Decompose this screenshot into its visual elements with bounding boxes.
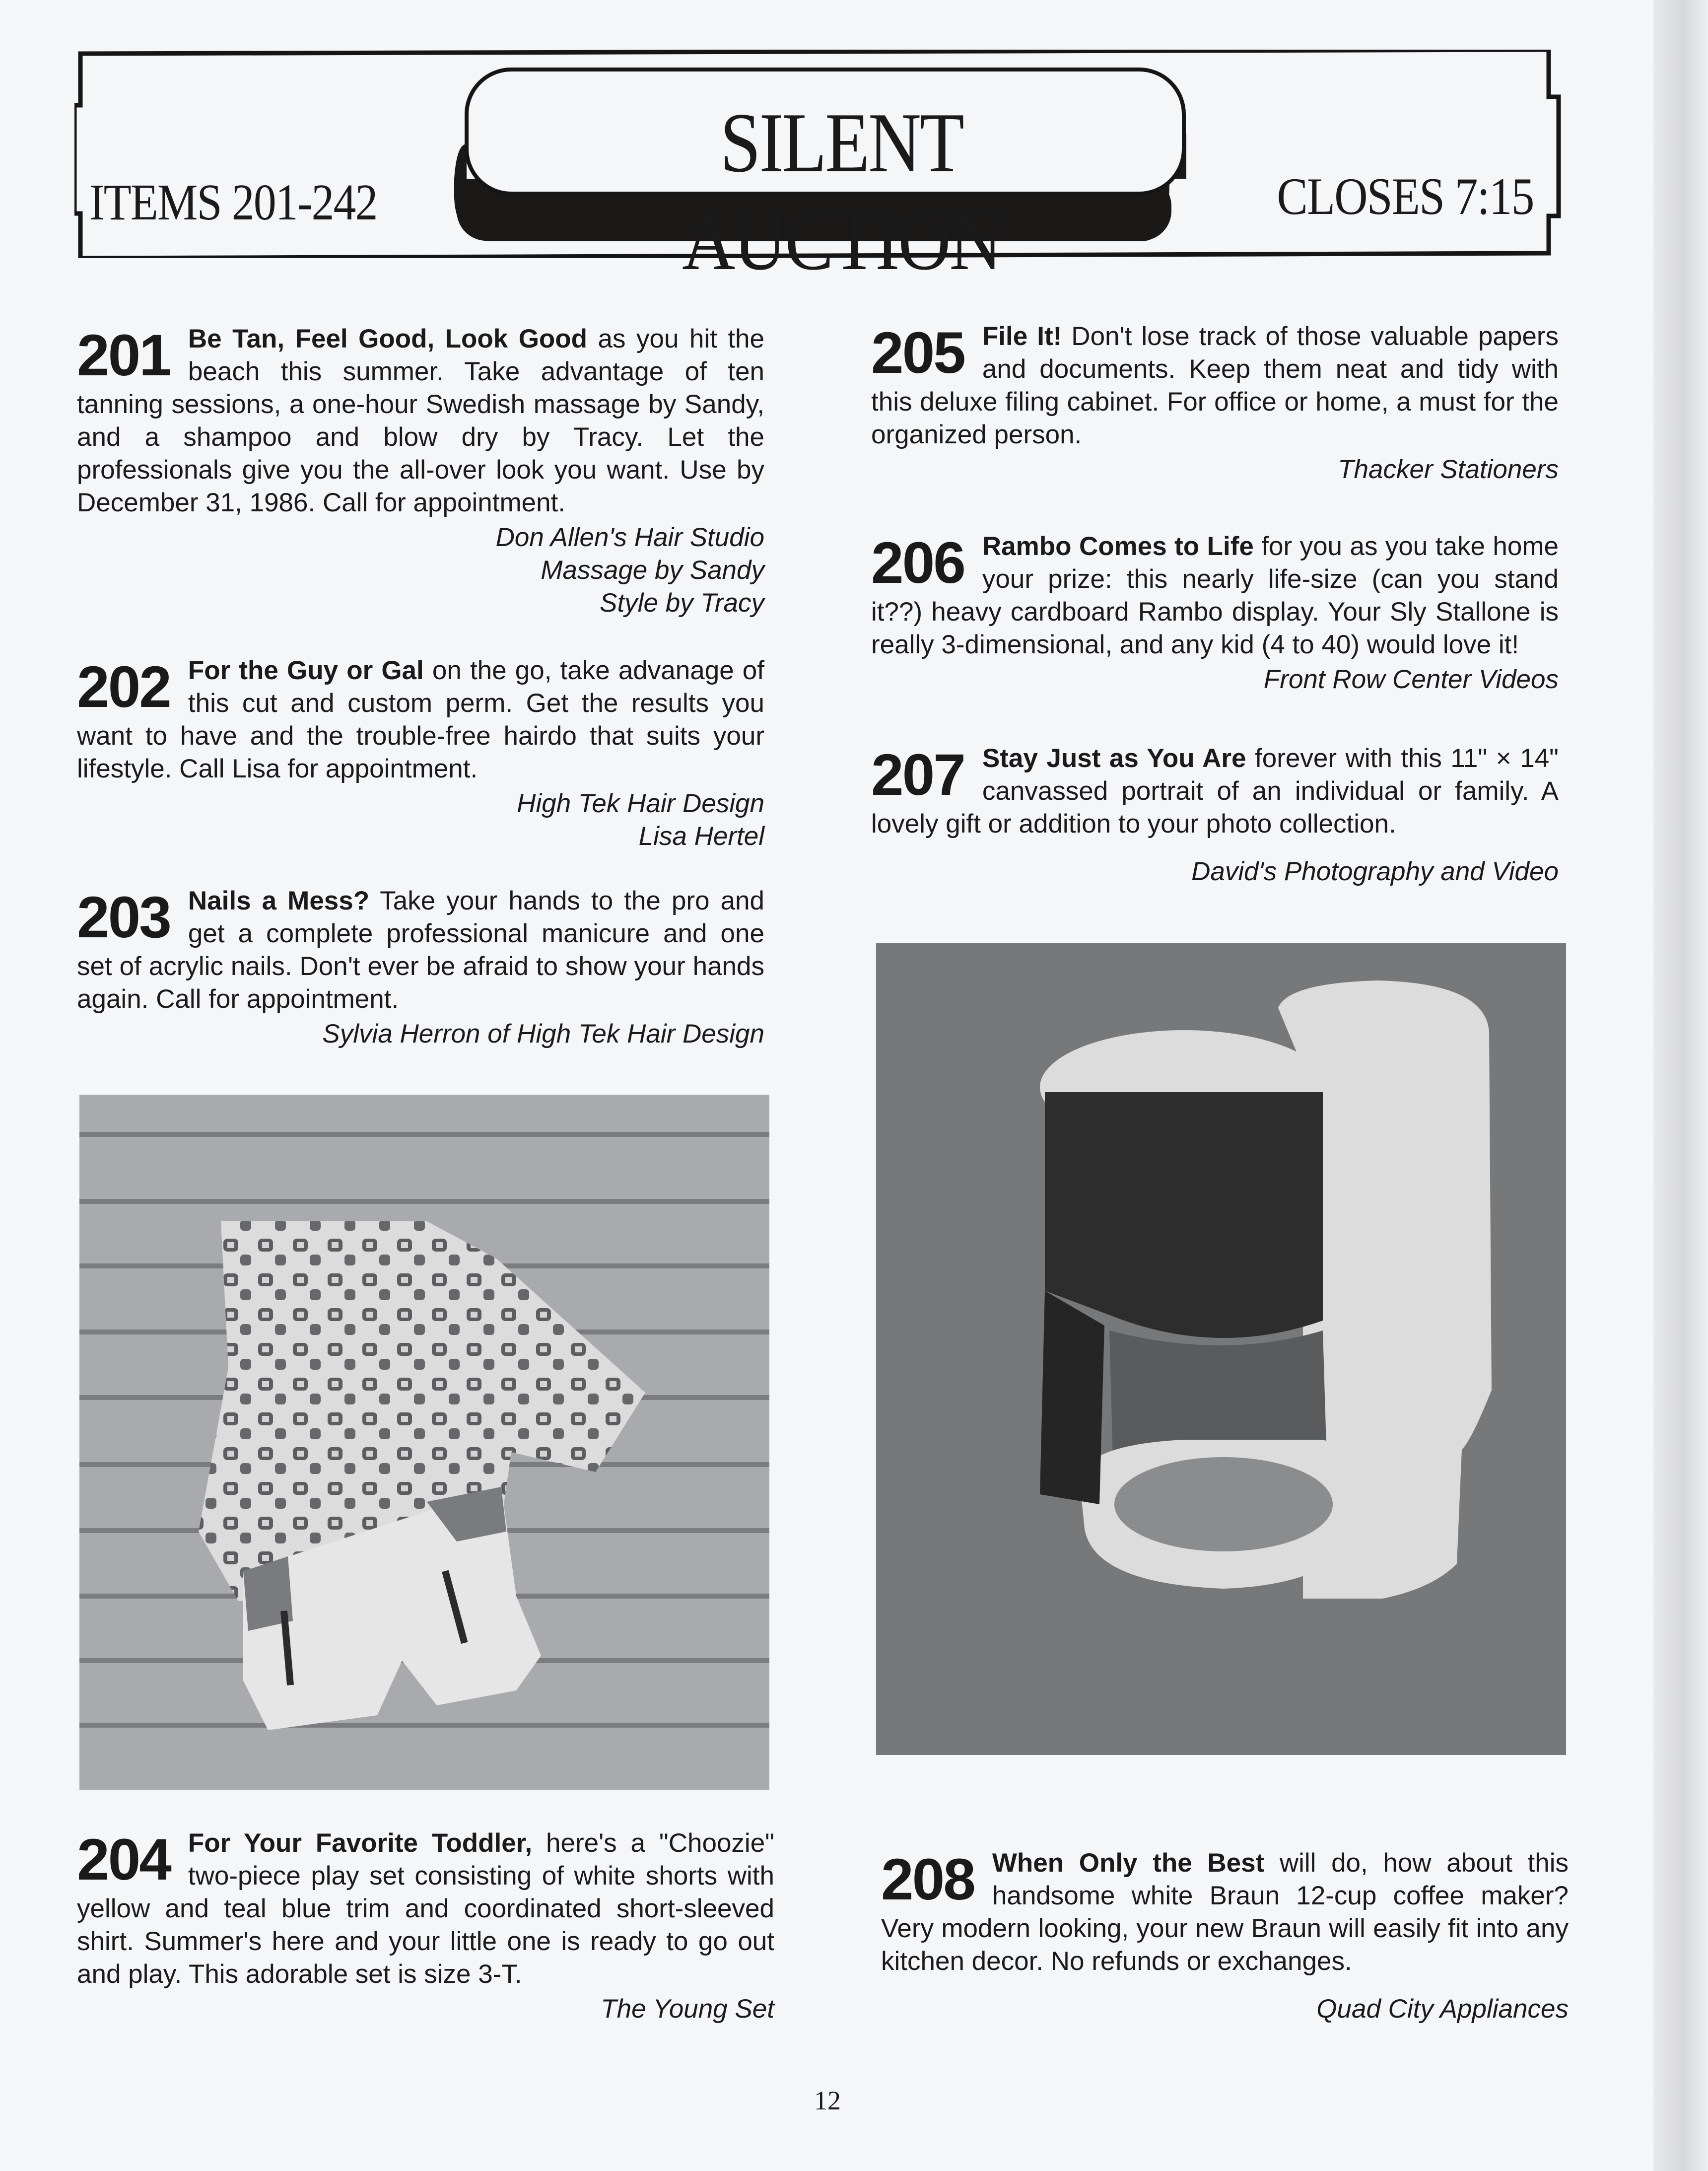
item-donor [871,451,1559,486]
item-number: 202 [77,654,170,720]
page-title: SILENT AUCTION [682,96,1001,288]
item-text: as you hit the beach this summer. Take advantage of ten tanning sessions, a one-hour Swedish massage by Sandy, and a shampoo and blow dry by Tracy. Let the professionals give you the all-over look you want. Use by December 31, 1986. Call for appointment. [77,324,765,517]
header-banner [74,50,1564,288]
donor-line: David's Photography and Video [1191,857,1559,886]
item-headline: Rambo Comes to Life [982,532,1254,561]
auction-item-208 [881,1847,1569,2026]
item-donor [77,519,764,620]
donor-line: Sylvia Herron of High Tek Hair Design [322,1019,764,1049]
closing-time-label: CLOSES 7:15 [1277,167,1534,225]
item-description [77,1827,774,1991]
item-headline: For Your Favorite Toddler, [188,1828,533,1858]
item-number: 206 [871,530,964,596]
item-donor [881,1978,1569,2026]
item-description [77,323,764,519]
item-text: forever with this 11" × 14" canvassed portrait of an individual or family. A lovely gift or addition to your photo collection. [871,744,1559,839]
items-range-label: ITEMS 201-242 [89,174,377,231]
item-headline: Stay Just as You Are [982,744,1246,773]
item-donor [77,1991,774,2026]
item-headline: For the Guy or Gal [188,656,424,685]
auction-item-203 [77,885,764,1050]
item-number: 207 [871,742,964,808]
auction-item-201 [77,323,764,620]
item-donor [871,840,1559,888]
donor-line: Style by Tracy [600,588,764,618]
item-description [871,320,1559,451]
page-number: 12 [814,2086,841,2115]
donor-line: High Tek Hair Design [517,789,764,818]
donor-line: Lisa Hertel [638,822,764,851]
auction-item-202 [77,654,764,853]
item-text: here's a "Choozie" two-piece play set consisting of white shorts with yellow and teal blue trim and coordinated short-sleeved shirt. Summer's here and your little one is ready to go out and play. This adorable set is size 3-T. [77,1828,774,1989]
toddler-set-photo [79,1095,769,1790]
item-headline: File It! [982,322,1062,351]
item-number: 203 [77,885,170,950]
item-description [77,654,764,785]
item-description [77,885,764,1016]
auction-item-206 [871,530,1559,696]
item-text: for you as you take home your prize: this nearly life-size (can you stand it??) heavy cardboard Rambo display. Your Sly Stallone is really 3-dimensional, and any kid (4 to 40) would love it! [871,532,1559,659]
item-headline: When Only the Best [992,1848,1265,1878]
donor-line: Thacker Stationers [1338,455,1559,484]
item-text: on the go, take advanage of this cut and custom perm. Get the results you want to have and the trouble-free hairdo that suits your lifestyle. Call Lisa for appointment. [77,656,764,783]
item-description [871,742,1559,840]
coffee-maker-photo [876,943,1566,1755]
auction-item-207 [871,742,1559,888]
item-number: 208 [881,1847,974,1912]
item-donor [871,661,1559,696]
item-donor [77,785,764,853]
item-number: 201 [77,323,170,388]
item-text: Take your hands to the pro and get a complete professional manicure and one set of acrylic nails. Don't ever be afraid to show your hands again. Call for appointment. [77,886,765,1014]
donor-line: The Young Set [601,1994,774,2024]
donor-line: Quad City Appliances [1316,1994,1569,2024]
item-text: will do, how about this handsome white Braun 12-cup coffee maker? Very modern looking, your new Braun will easily fit into any kitchen decor. No refunds or exchanges. [881,1848,1569,1976]
item-headline: Be Tan, Feel Good, Look Good [188,324,588,353]
item-headline: Nails a Mess? [188,886,370,915]
coffee-maker-image [876,943,1566,1755]
donor-line: Front Row Center Videos [1263,665,1559,694]
item-text: Don't lose track of those valuable papers and documents. Keep them neat and tidy with this deluxe filing cabinet. For office or home, a must for the organized person. [871,322,1559,449]
donor-line: Massage by Sandy [541,556,764,585]
item-description [881,1847,1569,1978]
item-donor [77,1016,764,1050]
item-description [871,530,1559,661]
auction-item-205 [871,320,1559,486]
item-number: 204 [77,1827,170,1892]
toddler-set-image [79,1095,769,1790]
page-edge-shadow [1653,0,1708,2171]
auction-item-204 [77,1827,774,2026]
donor-line: Don Allen's Hair Studio [495,523,764,552]
item-number: 205 [871,320,964,386]
